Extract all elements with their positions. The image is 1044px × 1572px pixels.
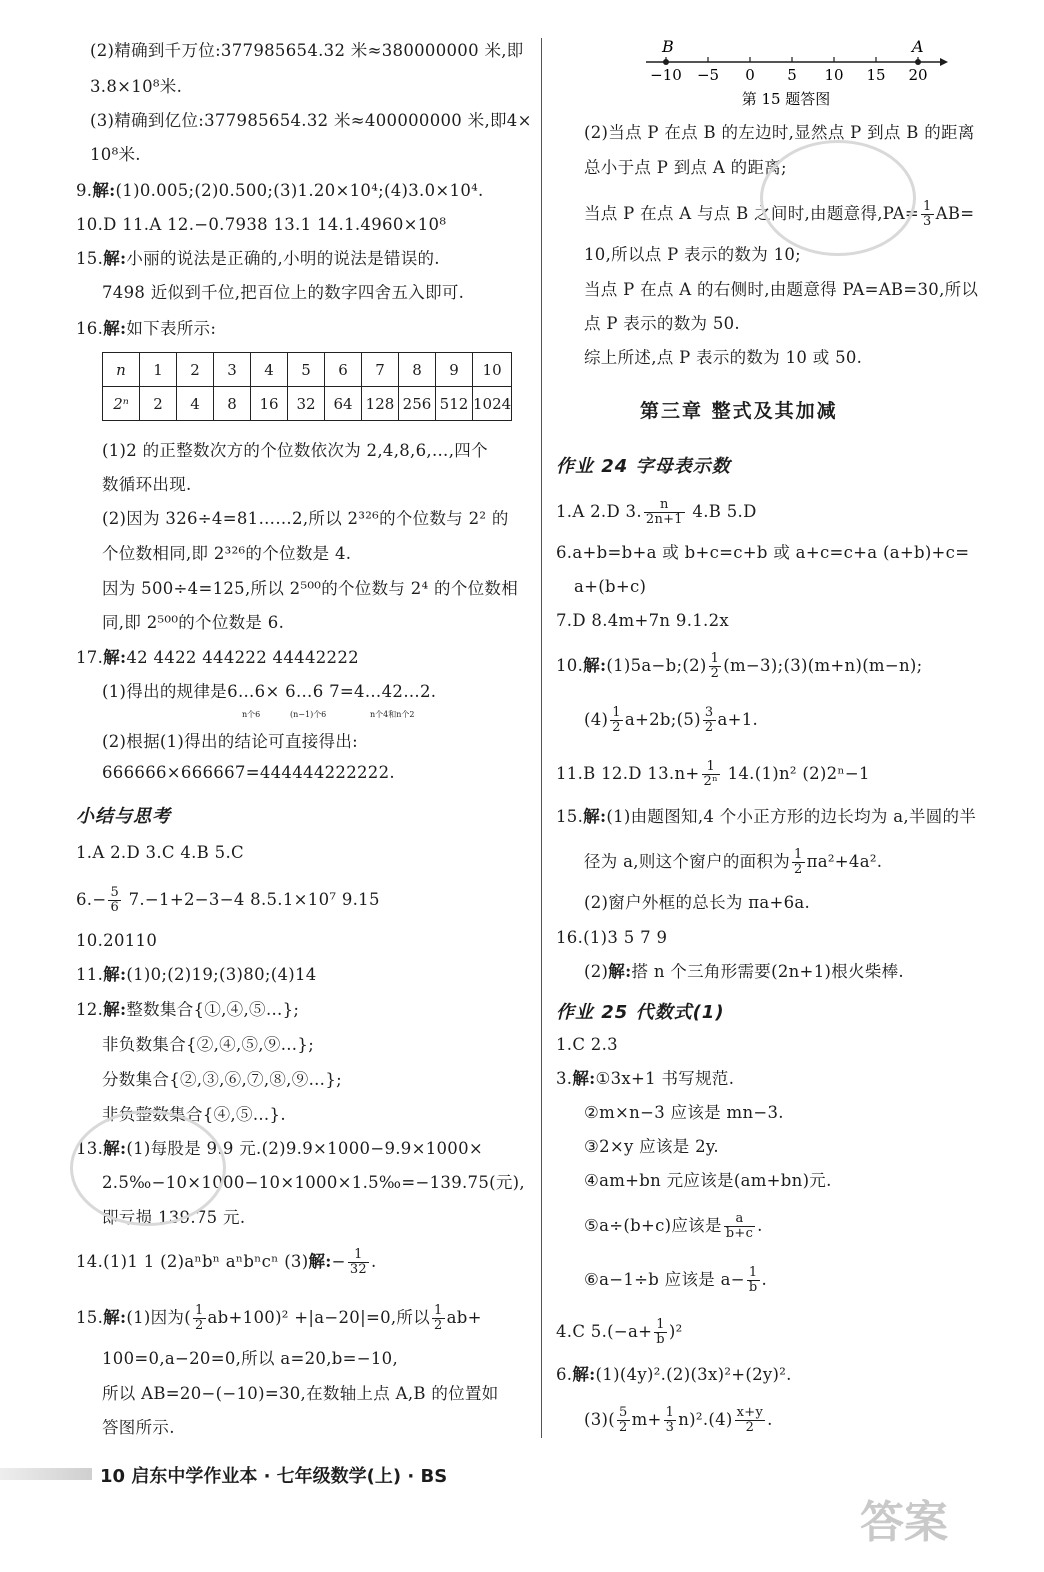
text-line: (3)( $\frac{5}{2}$ m+ $\frac{1}{3}$ n)².(4) $\frac{x+y}{2}$ . — [584, 1405, 773, 1435]
text-line: 13.解:(1)每股是 9.9 元.(2)9.9×1000−9.9×1000× — [76, 1139, 484, 1158]
answer-17: 17.解:42 4422 444222 44442222 — [76, 648, 359, 667]
fraction: $\frac{a}{b+c}$ — [725, 1211, 754, 1241]
number-line-tick-label: −10 — [650, 66, 682, 84]
text-line: 1.A 2.D 3. $\frac{n}{2n+1}$ 4.B 5.D — [556, 497, 757, 527]
text-line: 6.− $\frac{5}{6}$ 7.−1+2−3−4 8.5.1×10⁷ 9.15 — [76, 885, 380, 915]
table-cell: 4 — [251, 353, 288, 387]
text-line: 分数集合{②,③,⑥,⑦,⑧,⑨…}; — [102, 1070, 342, 1089]
text-line: 10.20110 — [76, 931, 158, 950]
point-b-label: B — [662, 37, 674, 56]
column-divider — [541, 38, 542, 1438]
text-line: 综上所述,点 P 表示的数为 10 或 50. — [584, 348, 863, 367]
fraction: $\frac{1}{b}$ — [656, 1317, 665, 1347]
table-cell: 10 — [473, 353, 512, 387]
footer-bar — [0, 1468, 92, 1480]
fraction: $\frac{x+y}{2}$ — [736, 1405, 764, 1435]
stamp-watermark-icon — [70, 1110, 226, 1226]
number-line-tick-label: 10 — [824, 66, 844, 84]
text-line: 非负数集合{②,④,⑤,⑨…}; — [102, 1035, 315, 1054]
text-line: 15.解:(1)由题图知,4 个小正方形的边长均为 a,半圆的半 — [556, 807, 977, 826]
table-cell: 5 — [288, 353, 325, 387]
table-cell: 1024 — [473, 387, 512, 421]
text-line: ⑤a÷(b+c)应该是 $\frac{a}{b+c}$ . — [584, 1211, 763, 1241]
fraction: $\frac{1}{3}$ — [665, 1405, 675, 1435]
section-title-hw24: 作业 24 字母表示数 — [556, 456, 731, 477]
text-line: 14.(1)1 1 (2)aⁿbⁿ aⁿbⁿcⁿ (3)解:− $\frac{1}{32}$ . — [76, 1247, 377, 1277]
answer-15: 15.解:小丽的说法是正确的,小明的说法是错误的. — [76, 249, 440, 268]
fraction: $\frac{1}{b}$ — [748, 1265, 758, 1295]
table-cell: 32 — [288, 387, 325, 421]
page-footer: 10 启东中学作业本 · 七年级数学(上) · BS — [100, 1466, 448, 1487]
fraction: $\frac{1}{2}$ — [710, 651, 720, 681]
logo-watermark-icon: 答案 — [860, 1497, 948, 1548]
table-cell: 2 — [140, 387, 177, 421]
text-line: (2)因为 326÷4=81……2,所以 2³²⁶的个位数与 2² 的 — [102, 509, 509, 528]
text-line: 同,即 2⁵⁰⁰的个位数是 6. — [102, 613, 285, 632]
point-a-label: A — [912, 37, 924, 56]
chapter-title: 第三章 整式及其加减 — [640, 400, 838, 422]
text-line: 个位数相同,即 2³²⁶的个位数是 4. — [102, 544, 352, 563]
text-line: 3.解:①3x+1 书写规范. — [556, 1069, 735, 1088]
text-line: 7.D 8.4m+7n 9.1.2x — [556, 611, 729, 630]
text-line: 点 P 表示的数为 50. — [584, 314, 740, 333]
text-line: 15.解:(1)因为( $\frac{1}{2}$ ab+100)² +|a−20|=0,所以 $\frac{1}{2}$ ab+ — [76, 1303, 482, 1333]
text-line: 12.解:整数集合{①,④,⑤…}; — [76, 1000, 300, 1019]
text-line: 当点 P 在点 A 的右侧时,由题意得 PA=AB=30,所以 — [584, 280, 979, 299]
text-line: 总小于点 P 到点 A 的距离; — [584, 158, 787, 177]
number-line-tick-label: 5 — [787, 66, 797, 84]
text-line: 16.(1)3 5 7 9 — [556, 928, 668, 947]
fraction: $\frac{n}{2n+1}$ — [645, 497, 683, 527]
table-cell: 8 — [214, 387, 251, 421]
table-row — [103, 353, 512, 387]
table-cell: 9 — [436, 353, 473, 387]
text-line: 非负整数集合{④,⑤…}. — [102, 1105, 286, 1124]
section-title-hw25: 作业 25 代数式(1) — [556, 1002, 725, 1023]
fraction: $\frac{5}{2}$ — [619, 1405, 628, 1435]
fraction: $\frac{1}{32}$ — [349, 1247, 367, 1277]
text-line: 即亏损 139.75 元. — [102, 1208, 246, 1227]
text-line: (3)精确到亿位:377985654.32 米≈400000000 米,即4× — [90, 111, 532, 130]
text-line: 数循环出现. — [102, 475, 192, 494]
text-line: ④am+bn 元应该是(am+bn)元. — [584, 1171, 832, 1190]
answer-10-14: 10.D 11.A 12.−0.7938 13.1 14.1.4960×10⁸ — [76, 215, 447, 234]
table-cell: 64 — [325, 387, 362, 421]
text-line: 11.B 12.D 13.n+ $\frac{1}{\text{2ⁿ}}$ 14.(1)n² (2)2ⁿ−1 — [556, 759, 870, 789]
text-line: 6.a+b=b+a 或 b+c=c+b 或 a+c=c+a (a+b)+c= — [556, 543, 970, 562]
fraction: $\frac{5}{6}$ — [110, 885, 120, 915]
table-cell: 2 — [177, 353, 214, 387]
fraction: $\frac{1}{2}$ — [612, 705, 621, 735]
answer-16: 16.解:如下表所示: — [76, 319, 217, 338]
text-line: 所以 AB=20−(−10)=30,在数轴上点 A,B 的位置如 — [102, 1384, 499, 1403]
table-cell: 128 — [362, 387, 399, 421]
table-cell: n — [103, 353, 140, 387]
fraction: $\frac{1}{2}$ — [794, 847, 803, 877]
text-line: 10⁸米. — [90, 145, 141, 164]
table-cell: 1 — [140, 353, 177, 387]
text-line: 1.C 2.3 — [556, 1035, 618, 1054]
fraction: $\frac{1}{3}$ — [923, 199, 932, 229]
table-cell: 8 — [399, 353, 436, 387]
fraction: $\frac{1}{2}$ — [194, 1303, 204, 1333]
text-line: (2)窗户外框的总长为 πa+6a. — [584, 893, 811, 912]
text-line: a+(b+c) — [574, 577, 647, 596]
table-cell: 6 — [325, 353, 362, 387]
text-line: 11.解:(1)0;(2)19;(3)80;(4)14 — [76, 965, 317, 984]
brace-label: n个6 — [242, 710, 261, 719]
number-line-tick-label: 20 — [908, 66, 928, 84]
table-cell: 4 — [177, 387, 214, 421]
text-line: (1)2 的正整数次方的个位数依次为 2,4,8,6,…,四个 — [102, 441, 488, 460]
text-line: 10,所以点 P 表示的数为 10; — [584, 245, 802, 264]
table-cell: 7 — [362, 353, 399, 387]
table-row — [103, 387, 512, 421]
brace-label: (n−1)个6 — [290, 710, 327, 719]
brace-label: n个4和n个2 — [370, 710, 415, 719]
point-a-dot — [915, 59, 921, 65]
rule-line: (1)得出的规律是6…6× 6…6 7=4…42…2. — [102, 682, 437, 701]
table-cell: 2ⁿ — [103, 387, 140, 421]
text-line: (4) $\frac{1}{2}$ a+2b;(5) $\frac{3}{2}$ a+1. — [584, 705, 759, 735]
fraction: $\frac{1}{2}$ — [434, 1303, 443, 1333]
number-line-tick-label: 15 — [866, 66, 886, 84]
text-line: 4.C 5.(−a+ $\frac{1}{b}$ )² — [556, 1317, 683, 1347]
section-title-summary: 小结与思考 — [76, 806, 171, 827]
stamp-watermark-icon — [760, 140, 916, 256]
text-line: 3.8×10⁸米. — [90, 77, 183, 96]
text-line: ③2×y 应该是 2y. — [584, 1137, 719, 1156]
text-line: 因为 500÷4=125,所以 2⁵⁰⁰的个位数与 2⁴ 的个位数相 — [102, 579, 519, 598]
text-line: 100=0,a−20=0,所以 a=20,b=−10, — [102, 1349, 398, 1368]
table-cell: 512 — [436, 387, 473, 421]
text-line: 666666×666667=444444222222. — [102, 763, 395, 782]
text-line: 7498 近似到千位,把百位上的数字四舍五入即可. — [102, 283, 465, 302]
text-line: 当点 P 在点 A 与点 B 之间时,由题意得,PA= $\frac{1}{3}$ AB= — [584, 199, 975, 229]
text-line: (2)精确到千万位:377985654.32 米≈380000000 米,即 — [90, 41, 524, 60]
text-line: (2)根据(1)得出的结论可直接得出: — [102, 732, 359, 751]
text-line: 1.A 2.D 3.C 4.B 5.C — [76, 843, 244, 862]
text-line: 10.解:(1)5a−b;(2) $\frac{1}{2}$ (m−3);(3)(m+n)(m−n); — [556, 651, 923, 681]
diagram-caption: 第 15 题答图 — [741, 90, 831, 108]
text-line: ②m×n−3 应该是 mn−3. — [584, 1103, 784, 1122]
text-line: 径为 a,则这个窗户的面积为 $\frac{1}{2}$ πa²+4a². — [584, 847, 883, 877]
text-line: 2.5‰−10×1000−10×1000×1.5‰=−139.75(元), — [102, 1173, 525, 1192]
table-cell: 16 — [251, 387, 288, 421]
text-line: ⑥a−1÷b 应该是 a− $\frac{1}{b}$ . — [584, 1265, 768, 1295]
fraction: $\frac{3}{2}$ — [704, 705, 714, 735]
text-line: (2)解:搭 n 个三角形需要(2n+1)根火柴棒. — [584, 962, 904, 981]
point-b-dot — [663, 59, 669, 65]
powers-table — [102, 352, 512, 421]
text-line: (2)当点 P 在点 B 的左边时,显然点 P 到点 B 的距离 — [584, 123, 975, 142]
table-cell: 3 — [214, 353, 251, 387]
answer-9: 9.解:(1)0.005;(2)0.500;(3)1.20×10⁴;(4)3.0×10⁴. — [76, 181, 484, 200]
text-line: 答图所示. — [102, 1418, 175, 1437]
table-cell: 256 — [399, 387, 436, 421]
number-line-tick-label: 0 — [745, 66, 755, 84]
fraction: $\frac{1}{\text{2ⁿ}}$ — [703, 759, 719, 789]
text-line: 6.解:(1)(4y)².(2)(3x)²+(2y)². — [556, 1365, 792, 1384]
number-line-tick-label: −5 — [696, 66, 720, 84]
number-line-diagram — [636, 30, 956, 130]
